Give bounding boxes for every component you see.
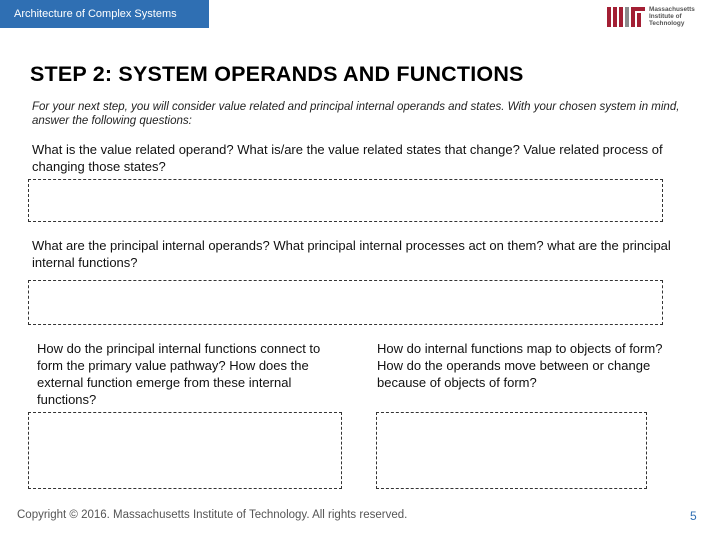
mit-logo-icon [607, 7, 645, 27]
mit-logo-wordmark [649, 6, 695, 27]
question-value-operand: What is the value related operand? What is/are the value related states that change? Value related process of changing those states? [32, 142, 663, 174]
slide-title: STEP 2: SYSTEM OPERANDS AND FUNCTIONS [30, 62, 524, 86]
logo-line-3: Technology [649, 20, 685, 27]
logo-line-2: Institute of [649, 13, 682, 20]
answer-box-value-pathway[interactable] [28, 412, 342, 489]
course-title-tab: Architecture of Complex Systems [0, 0, 209, 28]
copyright-footer: Copyright © 2016. Massachusetts Institute of Technology. All rights reserved. [17, 509, 408, 521]
question-internal-operands: What are the principal internal operands? What principal internal processes act on them? what are the principal internal functions? [32, 238, 671, 270]
question-value-pathway: How do the principal internal functions connect to form the primary value pathway? How does the external function emerge from these internal functions? [37, 341, 321, 407]
page-number: 5 [690, 509, 697, 523]
question-form-mapping: How do internal functions map to objects of form? How do the operands move between or change because of objects of form? [377, 341, 663, 390]
answer-box-value-operand[interactable] [28, 179, 663, 222]
answer-box-internal-operands[interactable] [28, 280, 663, 325]
intro-text: For your next step, you will consider value related and principal internal operands and states. With your chosen system in mind, answer the following questions: [32, 101, 680, 127]
logo-line-1: Massachusetts [649, 6, 695, 13]
answer-box-form-mapping[interactable] [376, 412, 647, 489]
mit-logo [607, 5, 702, 29]
